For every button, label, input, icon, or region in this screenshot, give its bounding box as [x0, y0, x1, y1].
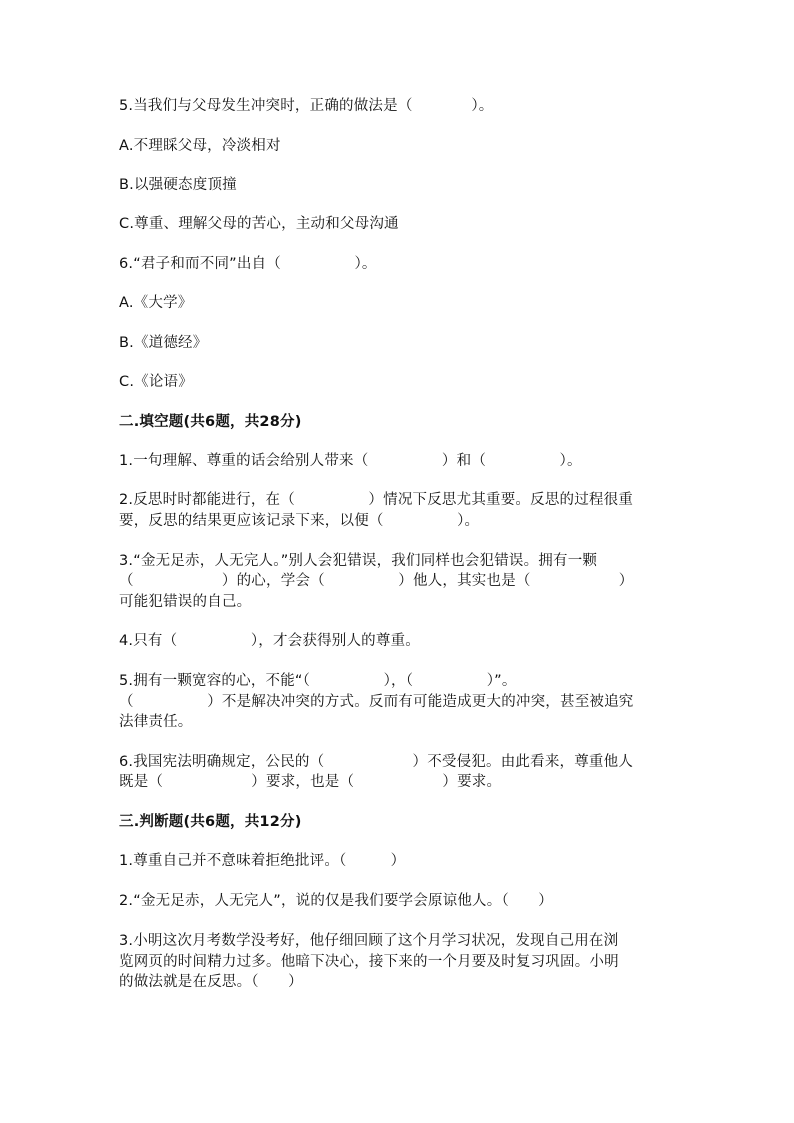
fill-item-5-line-2: （ ）不是解决冲突的方式。反而有可能造成更大的冲突，甚至被追究	[119, 694, 634, 710]
fill-item-6-line-2: 既是（ ）要求，也是（ ）要求。	[119, 774, 502, 790]
question-6-option-b: B.《道德经》	[119, 335, 208, 351]
section-judge-heading: 三.判断题(共6题，共12分)	[119, 814, 302, 830]
question-6-option-c: C.《论语》	[119, 374, 193, 390]
fill-item-3-line-2: （ ）的心，学会（ ）他人，其实也是（ ）	[119, 573, 634, 589]
question-5-option-c: C.尊重、理解父母的苦心，主动和父母沟通	[119, 216, 399, 232]
fill-item-2-line-2: 要，反思的结果更应该记录下来，以便（ ）。	[119, 513, 480, 529]
fill-item-1-line-1: 1.一句理解、尊重的话会给别人带来（ ）和（ ）。	[119, 453, 582, 469]
fill-item-5-line-3: 法律责任。	[119, 714, 193, 730]
section-fill-heading: 二.填空题(共6题，共28分)	[119, 414, 302, 430]
judge-item-2-line-1: 2.“金无足赤，人无完人”，说的仅是我们要学会原谅他人。（ ）	[119, 893, 554, 909]
question-5-stem: 5.当我们与父母发生冲突时，正确的做法是（ ）。	[119, 98, 494, 114]
judge-item-3-line-2: 览网页的时间精力过多。他暗下决心，接下来的一个月要及时复习巩固。小明	[119, 954, 619, 970]
question-6-option-a: A.《大学》	[119, 295, 193, 311]
fill-item-3-line-1: 3.“金无足赤，人无完人。”别人会犯错误，我们同样也会犯错误。拥有一颗	[119, 553, 598, 569]
fill-item-3-line-3: 可能犯错误的自己。	[119, 594, 252, 610]
fill-item-2-line-1: 2.反思时时都能进行，在（ ）情况下反思尤其重要。反思的过程很重	[119, 492, 634, 508]
question-5-option-b: B.以强硬态度顶撞	[119, 177, 237, 193]
judge-item-1-line-1: 1.尊重自己并不意味着拒绝批评。（ ）	[119, 853, 406, 869]
fill-item-4-line-1: 4.只有（ ），才会获得别人的尊重。	[119, 633, 420, 649]
fill-item-5-line-1: 5.拥有一颗宽容的心，不能“（ ），（ ）”。	[119, 673, 517, 689]
judge-item-3-line-1: 3.小明这次月考数学没考好，他仔细回顾了这个月学习状况，发现自己用在浏	[119, 933, 619, 949]
judge-item-3-line-3: 的做法就是在反思。（ ）	[119, 974, 303, 990]
question-5-option-a: A.不理睬父母，冷淡相对	[119, 138, 281, 154]
fill-item-6-line-1: 6.我国宪法明确规定，公民的（ ）不受侵犯。由此看来，尊重他人	[119, 754, 634, 770]
question-6-stem: 6.“君子和而不同”出自（ ）。	[119, 256, 377, 272]
